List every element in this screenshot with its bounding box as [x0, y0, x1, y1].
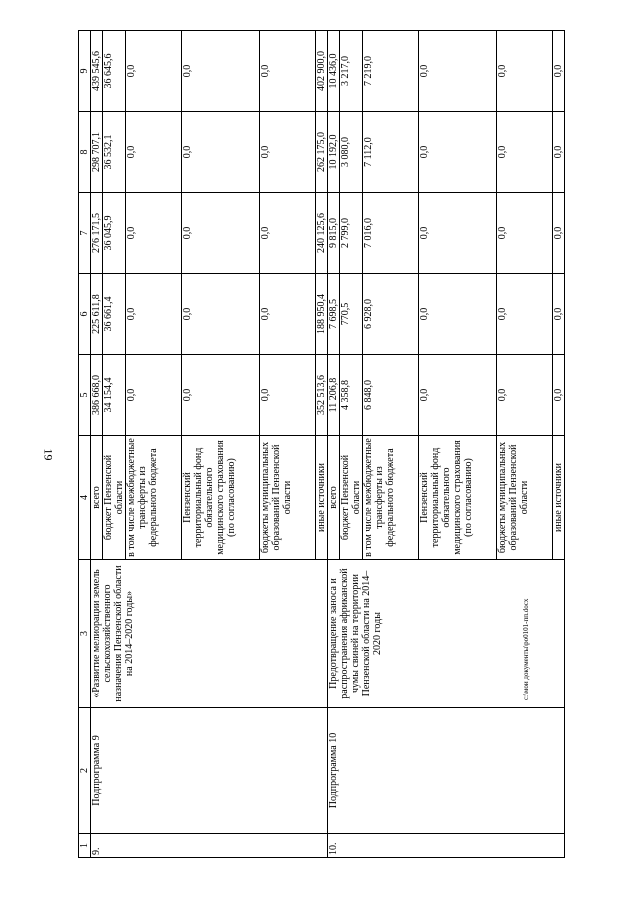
funding-source: бюджет Пензенской области — [103, 436, 126, 560]
funding-source: всего — [91, 436, 103, 560]
funding-source: иные источники — [553, 436, 565, 560]
col-header: 8 — [79, 112, 91, 193]
funding-source: Пензенский территориальный фонд обязательного медицинского страхования (по согласованию) — [182, 436, 260, 560]
funding-source: бюджеты муниципальных образований Пензенской области — [260, 436, 316, 560]
funding-value: 6 928,0 — [363, 274, 419, 355]
funding-value: 225 611,8 — [91, 274, 103, 355]
funding-value: 0,0 — [553, 193, 565, 274]
funding-value: 0,0 — [553, 274, 565, 355]
funding-value: 36 645,6 — [103, 31, 126, 112]
funding-value: 3 217,0 — [340, 31, 363, 112]
funding-value: 0,0 — [126, 274, 182, 355]
funding-value: 262 175,0 — [316, 112, 328, 193]
funding-value: 0,0 — [260, 31, 316, 112]
col-header: 1 — [79, 834, 91, 858]
funding-value: 0,0 — [553, 112, 565, 193]
subprogram-title: «Развитие мелиорации земель сельскохозяйственного назначения Пензенской области на 2014–2020 годы» — [91, 560, 328, 708]
funding-value: 6 848,0 — [363, 355, 419, 436]
table-row — [91, 31, 103, 858]
funding-value: 0,0 — [182, 193, 260, 274]
col-header: 2 — [79, 708, 91, 834]
funding-value: 7 112,0 — [363, 112, 419, 193]
funding-value: 10 436,0 — [328, 31, 340, 112]
col-header: 7 — [79, 193, 91, 274]
table-row — [328, 31, 340, 858]
funding-value: 352 513,6 — [316, 355, 328, 436]
funding-value: 7 219,0 — [363, 31, 419, 112]
header-row — [79, 31, 91, 858]
funding-value: 0,0 — [260, 274, 316, 355]
funding-value: 276 171,5 — [91, 193, 103, 274]
funding-value: 0,0 — [419, 112, 497, 193]
funding-value: 770,5 — [340, 274, 363, 355]
funding-value: 0,0 — [182, 274, 260, 355]
col-header: 9 — [79, 31, 91, 112]
table-body — [91, 31, 565, 858]
subprogram-title: Предотвращение заноса и распространения африканской чумы свиней на территории Пензенской области на 2014–2020 годы — [328, 560, 565, 708]
funding-source: бюджеты муниципальных образований Пензенской области — [497, 436, 553, 560]
subprogram-name: Подпрограмма 10 — [328, 708, 565, 834]
funding-value: 0,0 — [182, 31, 260, 112]
funding-source: всего — [328, 436, 340, 560]
financing-table — [78, 30, 565, 858]
funding-value: 0,0 — [419, 193, 497, 274]
funding-value: 0,0 — [553, 31, 565, 112]
funding-source: иные источники — [316, 436, 328, 560]
funding-value: 11 206,8 — [328, 355, 340, 436]
funding-source: Пензенский территориальный фонд обязательного медицинского страхования (по согласованию) — [419, 436, 497, 560]
funding-value: 9 815,0 — [328, 193, 340, 274]
funding-source: в том числе межбюджетные трансферты из федерального бюджета — [363, 436, 419, 560]
rotated-table-container — [78, 31, 608, 858]
funding-value: 34 154,4 — [103, 355, 126, 436]
col-header: 4 — [79, 436, 91, 560]
funding-value: 0,0 — [126, 31, 182, 112]
funding-value: 4 358,8 — [340, 355, 363, 436]
funding-value: 298 707,1 — [91, 112, 103, 193]
funding-value: 7 698,5 — [328, 274, 340, 355]
funding-value: 0,0 — [497, 274, 553, 355]
funding-value: 0,0 — [260, 355, 316, 436]
section-number: 10. — [328, 834, 565, 858]
funding-source: в том числе межбюджетные трансферты из федерального бюджета — [126, 436, 182, 560]
funding-value: 0,0 — [126, 112, 182, 193]
funding-value: 188 950,4 — [316, 274, 328, 355]
funding-value: 439 545,6 — [91, 31, 103, 112]
funding-value: 36 661,4 — [103, 274, 126, 355]
funding-value: 36 045,9 — [103, 193, 126, 274]
funding-value: 0,0 — [553, 355, 565, 436]
funding-value: 0,0 — [260, 112, 316, 193]
funding-value: 36 532,1 — [103, 112, 126, 193]
funding-value: 240 125,6 — [316, 193, 328, 274]
funding-value: 3 080,0 — [340, 112, 363, 193]
funding-value: 386 668,0 — [91, 355, 103, 436]
funding-value: 2 799,0 — [340, 193, 363, 274]
funding-value: 0,0 — [419, 274, 497, 355]
page-number: 19 — [41, 448, 56, 461]
funding-source: бюджет Пензенской области — [340, 436, 363, 560]
col-header: 3 — [79, 560, 91, 708]
funding-value: 0,0 — [497, 193, 553, 274]
funding-value: 0,0 — [497, 355, 553, 436]
funding-value: 0,0 — [497, 31, 553, 112]
funding-value: 0,0 — [126, 355, 182, 436]
funding-value: 0,0 — [126, 193, 182, 274]
footer-path: c:\мои документы\ро0101-пп.docx — [522, 598, 530, 700]
funding-value: 0,0 — [419, 31, 497, 112]
col-header: 5 — [79, 355, 91, 436]
col-header: 6 — [79, 274, 91, 355]
funding-value: 0,0 — [497, 112, 553, 193]
funding-value: 10 192,0 — [328, 112, 340, 193]
funding-value: 0,0 — [419, 355, 497, 436]
subprogram-name: Подпрограмма 9 — [91, 708, 328, 834]
funding-value: 0,0 — [182, 112, 260, 193]
funding-value: 0,0 — [182, 355, 260, 436]
section-number: 9. — [91, 834, 328, 858]
funding-value: 402 900,0 — [316, 31, 328, 112]
funding-value: 7 016,0 — [363, 193, 419, 274]
funding-value: 0,0 — [260, 193, 316, 274]
